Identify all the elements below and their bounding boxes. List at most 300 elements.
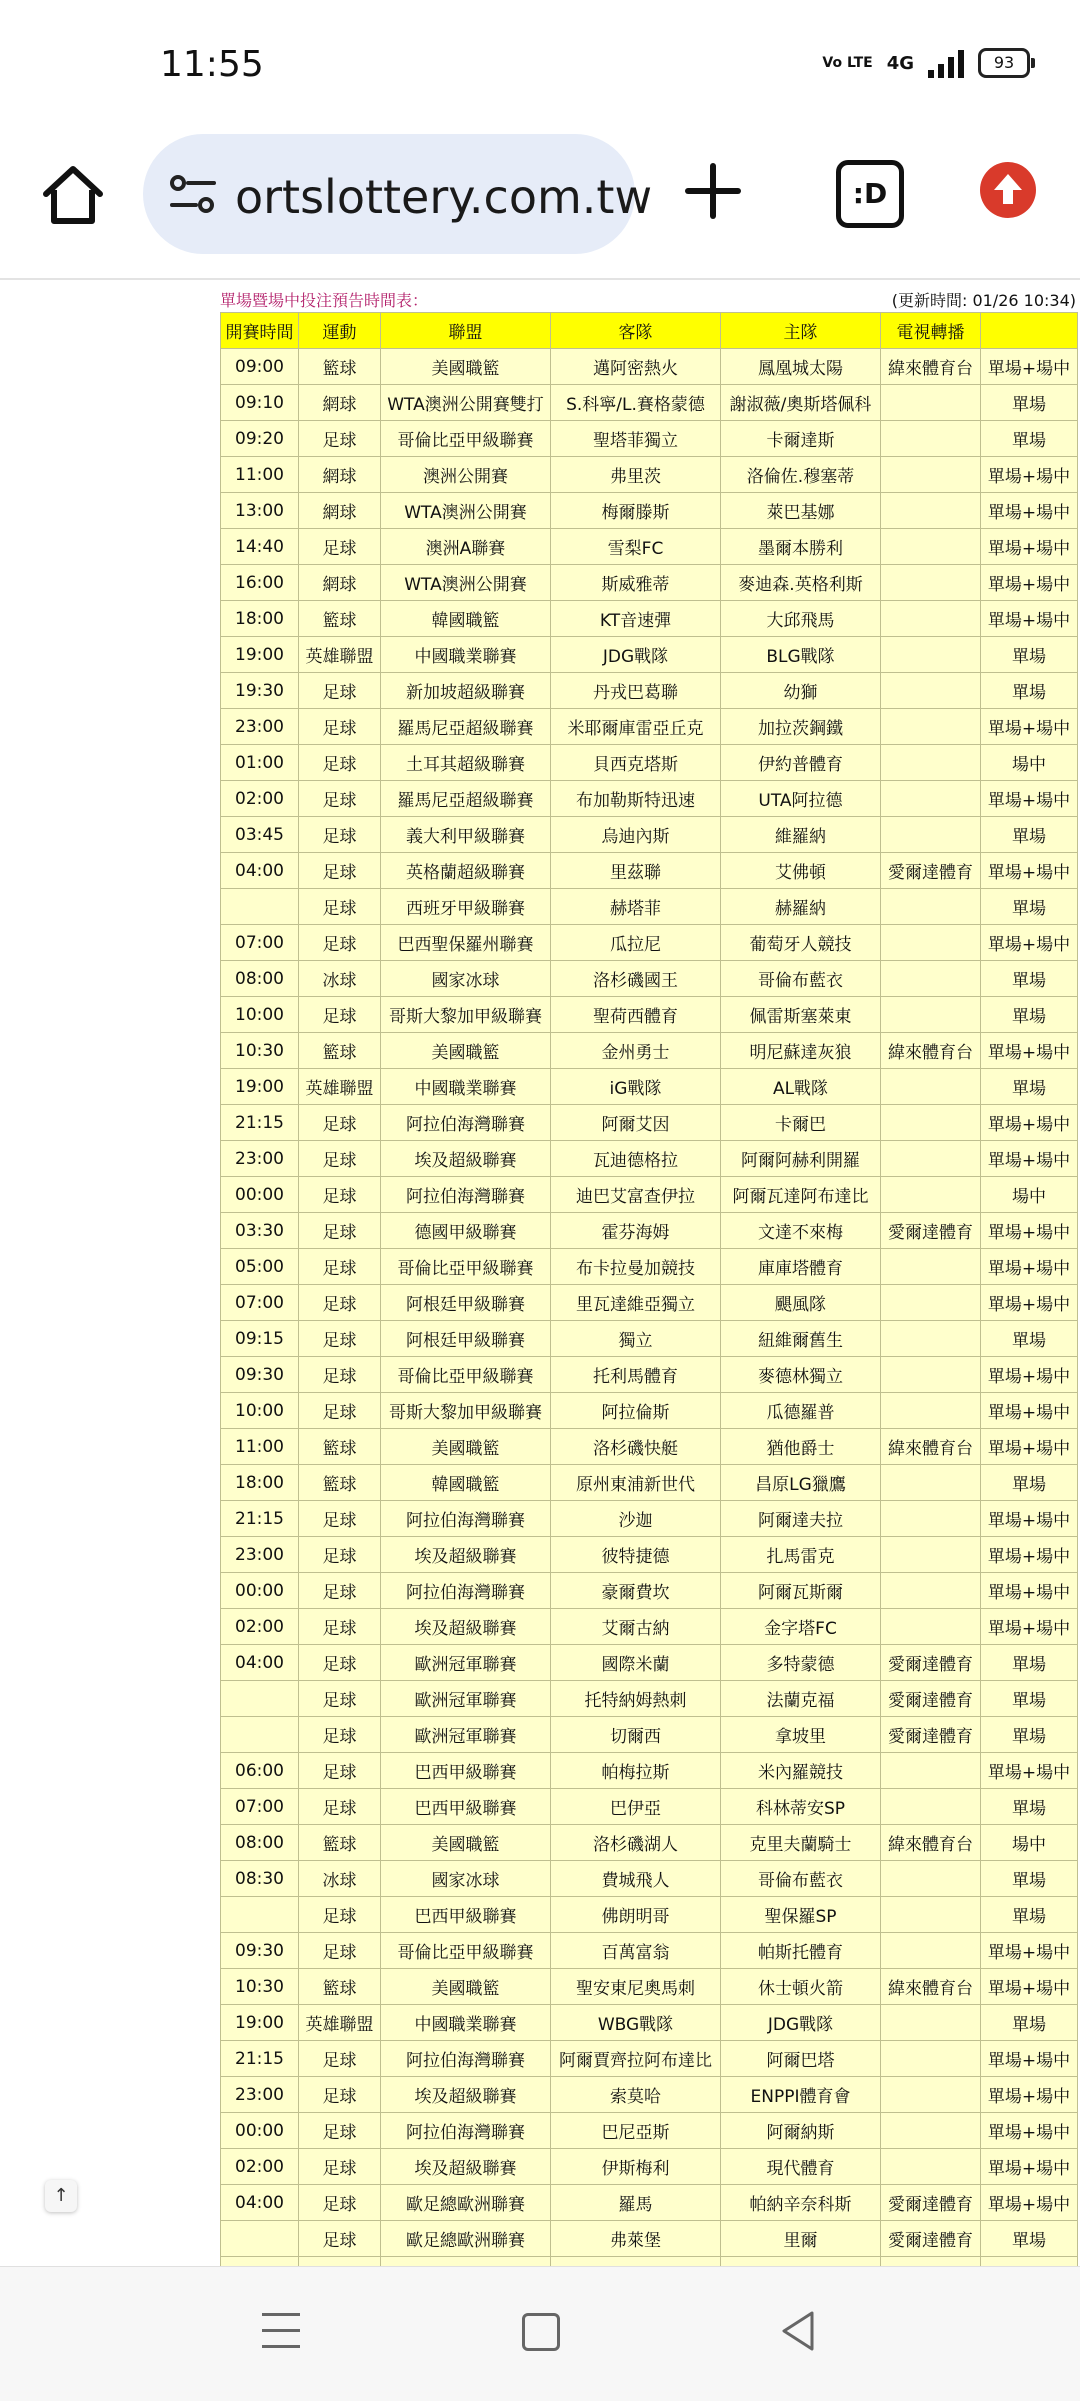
table-row xyxy=(221,1069,1078,1105)
cell-start-time: 08:00 xyxy=(221,961,299,997)
cell-tv-channel xyxy=(881,925,981,961)
table-row xyxy=(221,565,1078,601)
cell-league: 阿拉伯海灣聯賽 xyxy=(381,1105,551,1141)
cell-sport: 籃球 xyxy=(299,349,381,385)
cell-start-time: 03:30 xyxy=(221,1213,299,1249)
cell-bet-type: 單場+場中 xyxy=(981,2185,1078,2221)
cell-bet-type: 單場 xyxy=(981,961,1078,997)
cell-home-team: 麥德林獨立 xyxy=(721,1357,881,1393)
cell-away-team: 斯威雅蒂 xyxy=(551,565,721,601)
cell-start-time: 00:00 xyxy=(221,1573,299,1609)
cell-tv-channel xyxy=(881,385,981,421)
cell-bet-type: 單場 xyxy=(981,421,1078,457)
cell-bet-type: 單場+場中 xyxy=(981,1933,1078,1969)
cell-bet-type: 單場 xyxy=(981,1897,1078,1933)
cell-start-time: 01:00 xyxy=(221,745,299,781)
cell-away-team: 弗萊堡 xyxy=(551,2221,721,2257)
cell-home-team: 帕斯托體育 xyxy=(721,1933,881,1969)
cell-league: 美國職籃 xyxy=(381,1429,551,1465)
cell-home-team: 鳳凰城太陽 xyxy=(721,349,881,385)
cell-league: 哥斯大黎加甲級聯賽 xyxy=(381,997,551,1033)
cell-tv-channel xyxy=(881,1357,981,1393)
cell-league: 美國職籃 xyxy=(381,1969,551,2005)
cell-home-team: 阿爾巴塔 xyxy=(721,2041,881,2077)
url-text[interactable]: ortslottery.com.tw xyxy=(235,170,653,224)
tune-icon[interactable] xyxy=(168,174,218,214)
cell-league: 巴西甲級聯賽 xyxy=(381,1753,551,1789)
cell-bet-type: 單場+場中 xyxy=(981,565,1078,601)
cell-home-team: 現代體育 xyxy=(721,2149,881,2185)
cell-home-team: 里爾 xyxy=(721,2221,881,2257)
table-row xyxy=(221,1825,1078,1861)
cell-tv-channel: 愛爾達體育 xyxy=(881,2221,981,2257)
cell-sport: 足球 xyxy=(299,997,381,1033)
cell-home-team: 休士頓火箭 xyxy=(721,1969,881,2005)
cell-home-team: 麥迪森.英格利斯 xyxy=(721,565,881,601)
cell-start-time: 04:00 xyxy=(221,1645,299,1681)
tab-switcher-icon[interactable]: :D xyxy=(836,160,904,228)
cell-tv-channel: 愛爾達體育 xyxy=(881,2185,981,2221)
cell-league: 土耳其超級聯賽 xyxy=(381,745,551,781)
header-away-team: 客隊 xyxy=(551,313,721,349)
table-row xyxy=(221,1213,1078,1249)
cell-tv-channel: 緯來體育台 xyxy=(881,1429,981,1465)
cell-away-team: 巴尼亞斯 xyxy=(551,2113,721,2149)
signal-icon xyxy=(928,48,964,78)
cell-home-team: 卡爾巴 xyxy=(721,1105,881,1141)
cell-sport: 網球 xyxy=(299,565,381,601)
cell-home-team: 颶風隊 xyxy=(721,1285,881,1321)
cell-sport: 足球 xyxy=(299,1537,381,1573)
cell-tv-channel xyxy=(881,889,981,925)
cell-start-time: 04:00 xyxy=(221,853,299,889)
cell-start-time: 08:00 xyxy=(221,1825,299,1861)
cell-league: 歐洲冠軍聯賽 xyxy=(381,1717,551,1753)
cell-away-team: 迪巴艾富查伊拉 xyxy=(551,1177,721,1213)
cell-bet-type: 單場 xyxy=(981,1645,1078,1681)
cell-sport: 足球 xyxy=(299,1789,381,1825)
cell-sport: 足球 xyxy=(299,709,381,745)
cell-sport: 英雄聯盟 xyxy=(299,637,381,673)
table-row xyxy=(221,529,1078,565)
table-row xyxy=(221,2077,1078,2113)
table-row xyxy=(221,2041,1078,2077)
cell-league: 哥倫比亞甲級聯賽 xyxy=(381,1357,551,1393)
cell-tv-channel xyxy=(881,637,981,673)
cell-league: 埃及超級聯賽 xyxy=(381,2149,551,2185)
cell-sport: 英雄聯盟 xyxy=(299,2005,381,2041)
cell-start-time: 03:45 xyxy=(221,817,299,853)
cell-away-team: 赫塔菲 xyxy=(551,889,721,925)
cell-home-team: 墨爾本勝利 xyxy=(721,529,881,565)
schedule-caption: 單場暨場中投注預告時間表： xyxy=(220,291,429,310)
cell-home-team: 多特蒙德 xyxy=(721,1645,881,1681)
cell-start-time: 23:00 xyxy=(221,2077,299,2113)
cell-bet-type: 場中 xyxy=(981,1177,1078,1213)
cell-away-team: 貝西克塔斯 xyxy=(551,745,721,781)
cell-start-time xyxy=(221,2221,299,2257)
header-tv: 電視轉播 xyxy=(881,313,981,349)
table-row xyxy=(221,1033,1078,1069)
cell-start-time: 23:00 xyxy=(221,709,299,745)
cell-league: 歐洲冠軍聯賽 xyxy=(381,1645,551,1681)
cell-bet-type: 單場+場中 xyxy=(981,853,1078,889)
cell-league: WTA澳洲公開賽 xyxy=(381,565,551,601)
cell-bet-type: 單場+場中 xyxy=(981,1105,1078,1141)
cell-tv-channel xyxy=(881,493,981,529)
cell-sport: 足球 xyxy=(299,781,381,817)
cell-league: 埃及超級聯賽 xyxy=(381,1141,551,1177)
cell-bet-type: 單場+場中 xyxy=(981,601,1078,637)
cell-tv-channel xyxy=(881,529,981,565)
cell-home-team: 阿爾瓦斯爾 xyxy=(721,1573,881,1609)
table-row xyxy=(221,1717,1078,1753)
table-row xyxy=(221,493,1078,529)
network-type: 4G xyxy=(886,52,914,74)
table-row xyxy=(221,1321,1078,1357)
cell-tv-channel: 愛爾達體育 xyxy=(881,1681,981,1717)
cell-bet-type: 單場+場中 xyxy=(981,1033,1078,1069)
table-row xyxy=(221,889,1078,925)
table-row xyxy=(221,2113,1078,2149)
cell-away-team: 聖塔菲獨立 xyxy=(551,421,721,457)
table-row xyxy=(221,1105,1078,1141)
header-league: 聯盟 xyxy=(381,313,551,349)
cell-away-team: 帕梅拉斯 xyxy=(551,1753,721,1789)
table-row xyxy=(221,673,1078,709)
cell-start-time: 02:00 xyxy=(221,2149,299,2185)
cell-bet-type: 單場+場中 xyxy=(981,2041,1078,2077)
cell-sport: 足球 xyxy=(299,889,381,925)
cell-sport: 足球 xyxy=(299,1645,381,1681)
cell-bet-type: 單場 xyxy=(981,1861,1078,1897)
cell-away-team: iG戰隊 xyxy=(551,1069,721,1105)
cell-start-time: 19:00 xyxy=(221,637,299,673)
cell-sport: 足球 xyxy=(299,1501,381,1537)
square-icon[interactable] xyxy=(522,2313,560,2351)
cell-home-team: 洛倫佐.穆塞蒂 xyxy=(721,457,881,493)
cell-tv-channel xyxy=(881,1465,981,1501)
table-row xyxy=(221,385,1078,421)
browser-toolbar xyxy=(0,130,1080,270)
cell-away-team: 獨立 xyxy=(551,1321,721,1357)
table-row xyxy=(221,1789,1078,1825)
cell-sport: 冰球 xyxy=(299,961,381,997)
cell-home-team: 艾佛頓 xyxy=(721,853,881,889)
cell-home-team: 庫庫塔體育 xyxy=(721,1249,881,1285)
cell-home-team: 金字塔FC xyxy=(721,1609,881,1645)
table-row xyxy=(221,817,1078,853)
cell-away-team: 百萬富翁 xyxy=(551,1933,721,1969)
table-row xyxy=(221,349,1078,385)
cell-bet-type: 單場+場中 xyxy=(981,1969,1078,2005)
cell-away-team: 瓜拉尼 xyxy=(551,925,721,961)
arrow-up-icon[interactable]: ↑ xyxy=(45,2180,77,2212)
cell-league: 中國職業聯賽 xyxy=(381,637,551,673)
url-bar[interactable] xyxy=(143,134,653,254)
cell-home-team: 佩雷斯塞萊東 xyxy=(721,997,881,1033)
cell-bet-type: 單場+場中 xyxy=(981,457,1078,493)
cell-tv-channel xyxy=(881,1285,981,1321)
cell-away-team: 伊斯梅利 xyxy=(551,2149,721,2185)
cell-bet-type: 單場 xyxy=(981,1681,1078,1717)
cell-league: 巴西甲級聯賽 xyxy=(381,1789,551,1825)
cell-start-time: 09:30 xyxy=(221,1357,299,1393)
cell-sport: 足球 xyxy=(299,2221,381,2257)
table-row xyxy=(221,1177,1078,1213)
cell-bet-type: 單場+場中 xyxy=(981,1609,1078,1645)
volte-indicator: Vo LTE xyxy=(822,54,873,71)
cell-home-team: AL戰隊 xyxy=(721,1069,881,1105)
cell-sport: 足球 xyxy=(299,529,381,565)
back-triangle-icon[interactable] xyxy=(778,2309,818,2353)
cell-sport: 足球 xyxy=(299,1753,381,1789)
cell-league: 澳洲公開賽 xyxy=(381,457,551,493)
cell-home-team: 科林蒂安SP xyxy=(721,1789,881,1825)
table-row xyxy=(221,853,1078,889)
cell-league: 羅馬尼亞超級聯賽 xyxy=(381,781,551,817)
cell-bet-type: 單場 xyxy=(981,385,1078,421)
cell-league: 阿根廷甲級聯賽 xyxy=(381,1285,551,1321)
cell-sport: 足球 xyxy=(299,1141,381,1177)
header-home-team: 主隊 xyxy=(721,313,881,349)
cell-home-team: BLG戰隊 xyxy=(721,637,881,673)
cell-start-time: 05:00 xyxy=(221,1249,299,1285)
cell-away-team: 阿拉倫斯 xyxy=(551,1393,721,1429)
cell-tv-channel xyxy=(881,745,981,781)
cell-league: 阿拉伯海灣聯賽 xyxy=(381,2113,551,2149)
cell-start-time: 10:30 xyxy=(221,1033,299,1069)
cell-start-time: 16:00 xyxy=(221,565,299,601)
cell-bet-type: 單場+場中 xyxy=(981,1429,1078,1465)
cell-tv-channel: 愛爾達體育 xyxy=(881,1213,981,1249)
cell-league: 歐足總歐洲聯賽 xyxy=(381,2221,551,2257)
cell-sport: 網球 xyxy=(299,457,381,493)
cell-sport: 網球 xyxy=(299,493,381,529)
cell-league: 哥倫比亞甲級聯賽 xyxy=(381,1933,551,1969)
cell-league: 巴西甲級聯賽 xyxy=(381,1897,551,1933)
cell-bet-type: 單場+場中 xyxy=(981,493,1078,529)
cell-away-team: 原州東浦新世代 xyxy=(551,1465,721,1501)
cell-sport: 籃球 xyxy=(299,1825,381,1861)
cell-start-time: 10:00 xyxy=(221,1393,299,1429)
cell-bet-type: 場中 xyxy=(981,1825,1078,1861)
cell-bet-type: 單場+場中 xyxy=(981,709,1078,745)
cell-home-team: 葡萄牙人競技 xyxy=(721,925,881,961)
table-row xyxy=(221,1141,1078,1177)
cell-start-time: 09:30 xyxy=(221,1933,299,1969)
cell-away-team: 阿爾艾因 xyxy=(551,1105,721,1141)
cell-bet-type: 單場+場中 xyxy=(981,1393,1078,1429)
cell-start-time: 21:15 xyxy=(221,1501,299,1537)
cell-sport: 足球 xyxy=(299,1249,381,1285)
header-bet-type xyxy=(981,313,1078,349)
cell-start-time: 09:10 xyxy=(221,385,299,421)
cell-league: 韓國職籃 xyxy=(381,1465,551,1501)
cell-start-time: 18:00 xyxy=(221,601,299,637)
cell-away-team: 豪爾費坎 xyxy=(551,1573,721,1609)
cell-sport: 足球 xyxy=(299,1933,381,1969)
cell-away-team: 切爾西 xyxy=(551,1717,721,1753)
table-row xyxy=(221,1681,1078,1717)
cell-away-team: 烏迪內斯 xyxy=(551,817,721,853)
cell-tv-channel xyxy=(881,1249,981,1285)
table-row xyxy=(221,1465,1078,1501)
cell-away-team: 雪梨FC xyxy=(551,529,721,565)
cell-away-team: 里瓦達維亞獨立 xyxy=(551,1285,721,1321)
cell-away-team: S.科寧/L.賽格蒙德 xyxy=(551,385,721,421)
cell-tv-channel xyxy=(881,1537,981,1573)
cell-start-time: 07:00 xyxy=(221,1285,299,1321)
cell-bet-type: 單場+場中 xyxy=(981,925,1078,961)
cell-bet-type: 單場 xyxy=(981,2221,1078,2257)
cell-start-time xyxy=(221,1897,299,1933)
cell-league: WTA澳洲公開賽 xyxy=(381,493,551,529)
cell-bet-type: 單場 xyxy=(981,2005,1078,2041)
cell-home-team: 阿爾達夫拉 xyxy=(721,1501,881,1537)
plus-icon[interactable] xyxy=(680,158,746,224)
cell-away-team: 巴伊亞 xyxy=(551,1789,721,1825)
cell-away-team: 費城飛人 xyxy=(551,1861,721,1897)
cell-away-team: JDG戰隊 xyxy=(551,637,721,673)
cell-away-team: 羅馬 xyxy=(551,2185,721,2221)
cell-sport: 足球 xyxy=(299,1357,381,1393)
table-row xyxy=(221,1753,1078,1789)
cell-sport: 足球 xyxy=(299,2077,381,2113)
table-row xyxy=(221,1573,1078,1609)
cell-tv-channel xyxy=(881,1573,981,1609)
cell-away-team: 洛杉磯快艇 xyxy=(551,1429,721,1465)
table-row xyxy=(221,1897,1078,1933)
cell-bet-type: 單場+場中 xyxy=(981,2149,1078,2185)
cell-away-team: 聖荷西體育 xyxy=(551,997,721,1033)
cell-tv-channel xyxy=(881,565,981,601)
table-row xyxy=(221,2005,1078,2041)
cell-league: 巴西聖保羅州聯賽 xyxy=(381,925,551,961)
cell-home-team: 伊約普體育 xyxy=(721,745,881,781)
cell-start-time: 19:00 xyxy=(221,1069,299,1105)
cell-start-time: 07:00 xyxy=(221,1789,299,1825)
cell-tv-channel xyxy=(881,1501,981,1537)
cell-start-time: 08:30 xyxy=(221,1861,299,1897)
cell-start-time: 00:00 xyxy=(221,1177,299,1213)
cell-home-team: 文達不來梅 xyxy=(721,1213,881,1249)
cell-sport: 足球 xyxy=(299,817,381,853)
table-row xyxy=(221,1609,1078,1645)
cell-league: 埃及超級聯賽 xyxy=(381,1609,551,1645)
cell-tv-channel xyxy=(881,1321,981,1357)
cell-league: 埃及超級聯賽 xyxy=(381,1537,551,1573)
cell-start-time: 04:00 xyxy=(221,2185,299,2221)
table-row xyxy=(221,637,1078,673)
web-content xyxy=(0,280,1080,2266)
table-row xyxy=(221,1357,1078,1393)
cell-home-team: 哥倫布藍衣 xyxy=(721,1861,881,1897)
cell-home-team: 卡爾達斯 xyxy=(721,421,881,457)
cell-sport: 足球 xyxy=(299,1321,381,1357)
cell-bet-type: 單場+場中 xyxy=(981,1285,1078,1321)
cell-start-time xyxy=(221,889,299,925)
cell-league: 中國職業聯賽 xyxy=(381,2005,551,2041)
cell-league: 哥斯大黎加甲級聯賽 xyxy=(381,1393,551,1429)
cell-start-time: 02:00 xyxy=(221,1609,299,1645)
cell-away-team: 沙迦 xyxy=(551,1501,721,1537)
cell-home-team: UTA阿拉德 xyxy=(721,781,881,817)
cell-away-team: 霍芬海姆 xyxy=(551,1213,721,1249)
cell-tv-channel xyxy=(881,421,981,457)
cell-home-team: 大邱飛馬 xyxy=(721,601,881,637)
cell-tv-channel xyxy=(881,2041,981,2077)
cell-start-time: 07:00 xyxy=(221,925,299,961)
cell-start-time: 19:00 xyxy=(221,2005,299,2041)
cell-tv-channel: 愛爾達體育 xyxy=(881,1645,981,1681)
cell-away-team: 梅爾滕斯 xyxy=(551,493,721,529)
cell-home-team: 紐維爾舊生 xyxy=(721,1321,881,1357)
table-row xyxy=(221,1861,1078,1897)
cell-home-team: 瓜德羅普 xyxy=(721,1393,881,1429)
cell-bet-type: 單場 xyxy=(981,997,1078,1033)
cell-away-team: 洛杉磯國王 xyxy=(551,961,721,997)
cell-start-time: 09:20 xyxy=(221,421,299,457)
cell-sport: 足球 xyxy=(299,1285,381,1321)
cell-bet-type: 單場+場中 xyxy=(981,1501,1078,1537)
cell-tv-channel: 緯來體育台 xyxy=(881,349,981,385)
cell-home-team: 萊巴基娜 xyxy=(721,493,881,529)
table-row xyxy=(221,709,1078,745)
cell-tv-channel xyxy=(881,961,981,997)
table-row xyxy=(221,1393,1078,1429)
cell-away-team: 艾爾古納 xyxy=(551,1609,721,1645)
update-arrow-icon xyxy=(980,162,1036,218)
cell-bet-type: 單場 xyxy=(981,1717,1078,1753)
cell-away-team: 彼特捷德 xyxy=(551,1537,721,1573)
cell-league: 中國職業聯賽 xyxy=(381,1069,551,1105)
menu-icon[interactable] xyxy=(262,2313,300,2349)
cell-league: 英格蘭超級聯賽 xyxy=(381,853,551,889)
cell-away-team: 米耶爾庫雷亞丘克 xyxy=(551,709,721,745)
cell-start-time: 06:00 xyxy=(221,1753,299,1789)
cell-bet-type: 單場+場中 xyxy=(981,2113,1078,2149)
table-row xyxy=(221,1537,1078,1573)
battery-icon: 93 xyxy=(978,48,1030,78)
cell-sport: 足球 xyxy=(299,925,381,961)
cell-league: 德國甲級聯賽 xyxy=(381,1213,551,1249)
cell-bet-type: 單場+場中 xyxy=(981,1537,1078,1573)
cell-start-time: 10:00 xyxy=(221,997,299,1033)
table-row xyxy=(221,2185,1078,2221)
update-button[interactable] xyxy=(980,162,1036,218)
cell-start-time: 02:00 xyxy=(221,781,299,817)
cell-away-team: 弗里茨 xyxy=(551,457,721,493)
cell-sport: 足球 xyxy=(299,1573,381,1609)
table-row xyxy=(221,961,1078,997)
cell-bet-type: 單場+場中 xyxy=(981,1357,1078,1393)
cell-league: 韓國職籃 xyxy=(381,601,551,637)
update-time: (更新時間: 01/26 10:34) xyxy=(891,291,1076,310)
cell-league: 阿根廷甲級聯賽 xyxy=(381,1321,551,1357)
cell-bet-type: 單場 xyxy=(981,673,1078,709)
cell-away-team: 丹戎巴葛聯 xyxy=(551,673,721,709)
cell-tv-channel: 緯來體育台 xyxy=(881,1033,981,1069)
cell-home-team: 聖保羅SP xyxy=(721,1897,881,1933)
home-icon[interactable] xyxy=(38,160,108,230)
cell-sport: 足球 xyxy=(299,2185,381,2221)
header-sport: 運動 xyxy=(299,313,381,349)
cell-bet-type: 單場 xyxy=(981,637,1078,673)
cell-league: 義大利甲級聯賽 xyxy=(381,817,551,853)
cell-league: 阿拉伯海灣聯賽 xyxy=(381,1573,551,1609)
table-row xyxy=(221,745,1078,781)
